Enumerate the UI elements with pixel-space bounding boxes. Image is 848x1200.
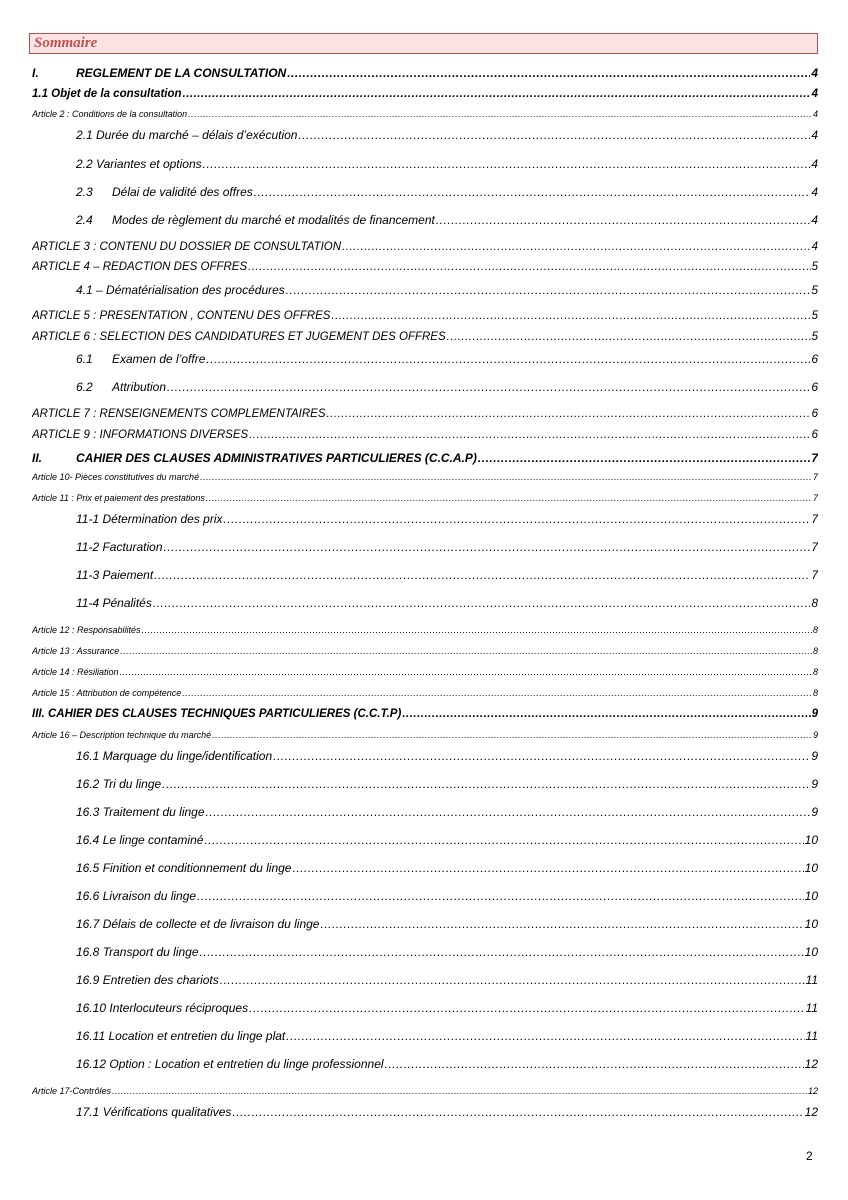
dot-leader [220, 973, 805, 987]
toc-entry[interactable] [0, 805, 848, 821]
dot-leader [200, 472, 812, 482]
dot-leader [120, 646, 812, 656]
dot-leader [182, 688, 812, 698]
dot-leader [286, 1029, 804, 1043]
toc-entry-page: 8 [812, 646, 818, 656]
toc-entry[interactable] [0, 429, 848, 445]
toc-entry-page: 7 [811, 568, 818, 582]
dot-leader [342, 241, 811, 253]
toc-entry-page: 6 [811, 352, 818, 366]
toc-entry-title: Article 14 : Résiliation [32, 667, 119, 677]
dot-leader [248, 261, 810, 273]
toc-entry-page: 10 [804, 917, 818, 931]
toc-entry-page: 7 [811, 451, 818, 465]
toc-entry[interactable] [0, 66, 848, 82]
toc-entry[interactable] [0, 493, 848, 509]
toc-entry[interactable] [0, 512, 848, 528]
dot-leader [154, 568, 810, 582]
page-number: 2 [806, 1149, 813, 1163]
toc-entry-page: 12 [804, 1105, 818, 1119]
dot-leader [206, 493, 812, 503]
toc-entry-title: 2.2 Variantes et options [76, 157, 202, 171]
toc-entry-page: 11 [805, 973, 818, 987]
toc-entry-page: 9 [812, 730, 818, 740]
dot-leader [212, 730, 812, 740]
toc-entry-title: Délai de validité des offres [112, 185, 253, 199]
toc-entry-title: Article 13 : Assurance [32, 646, 120, 656]
dot-leader [273, 749, 810, 763]
toc-entry[interactable] [0, 128, 848, 144]
toc-entry-title: 16.2 Tri du linge [76, 777, 162, 791]
toc-entry-page: 12 [807, 1086, 818, 1096]
toc-entry-page: 5 [811, 261, 818, 273]
toc-entry-title: Article 10- Pièces constitutives du marché [32, 472, 200, 482]
toc-entry[interactable] [0, 945, 848, 961]
toc-entry-title: 11-3 Paiement [76, 568, 154, 582]
toc-entry[interactable] [0, 861, 848, 877]
toc-entry-page: 10 [804, 889, 818, 903]
toc-entry[interactable] [0, 540, 848, 556]
toc-entry[interactable] [0, 1001, 848, 1017]
dot-leader [249, 429, 810, 441]
toc-entry-title: III. CAHIER DES CLAUSES TECHNIQUES PARTICULIERES (C.C.T.P) [32, 708, 402, 720]
toc-entry[interactable] [0, 973, 848, 989]
toc-entry-title: REGLEMENT DE LA CONSULTATION [76, 66, 287, 80]
dot-leader [120, 667, 812, 677]
toc-entry-page: 9 [811, 777, 818, 791]
toc-entry-title: 16.11 Location et entretien du linge plat [76, 1029, 286, 1043]
toc-entry-title: 1.1 Objet de la consultation [32, 88, 182, 100]
dot-leader [286, 283, 811, 297]
toc-entry-title: 16.4 Le linge contaminé [76, 833, 204, 847]
toc-entry-title: Article 16 – Description technique du marché [32, 730, 212, 740]
dot-leader [436, 213, 810, 227]
toc-entry-page: 4 [811, 241, 818, 253]
dot-leader [204, 833, 803, 847]
toc-entry-page: 10 [804, 833, 818, 847]
dot-leader [478, 451, 810, 465]
toc-entry-title: Attribution [112, 380, 167, 394]
toc-entry-title: 16.8 Transport du linge [76, 945, 199, 959]
toc-entry-page: 4 [811, 213, 818, 227]
dot-leader [200, 945, 804, 959]
dot-leader [206, 805, 811, 819]
toc-entry-title: 17.1 Vérifications qualitatives [76, 1105, 232, 1119]
toc-entry[interactable] [0, 1029, 848, 1045]
toc-entry-title: Article 12 : Responsabilités [32, 625, 141, 635]
toc-entry-page: 7 [811, 512, 818, 526]
toc-entry-page: 7 [812, 493, 818, 503]
toc-entry-page: 12 [804, 1057, 818, 1071]
toc-entry[interactable] [0, 213, 848, 229]
toc-entry-page: 4 [811, 157, 818, 171]
toc-entry-title: 16.5 Finition et conditionnement du linge [76, 861, 292, 875]
toc-entry[interactable] [0, 157, 848, 173]
dot-leader [112, 1086, 807, 1096]
dot-leader [206, 352, 810, 366]
toc-entry[interactable] [0, 352, 848, 368]
toc-entry[interactable] [0, 596, 848, 612]
toc-entry[interactable] [0, 408, 848, 424]
toc-entry[interactable] [0, 451, 848, 467]
toc-entry-page: 8 [812, 667, 818, 677]
toc-entry[interactable] [0, 777, 848, 793]
toc-entry-title: 2.1 Durée du marché – délais d’exécution [76, 128, 298, 142]
toc-entry[interactable] [0, 241, 848, 257]
toc-entry-title: 16.12 Option : Location et entretien du linge professionnel [76, 1057, 384, 1071]
dot-leader [183, 88, 811, 100]
dot-leader [167, 380, 810, 394]
dot-leader [153, 596, 810, 610]
toc-entry[interactable] [0, 667, 848, 683]
toc-entry-title: 16.6 Livraison du linge [76, 889, 197, 903]
toc-entry-page: 4 [811, 88, 818, 100]
toc-entry[interactable] [0, 833, 848, 849]
toc-entry-title: 11-2 Facturation [76, 540, 163, 554]
toc-entry[interactable] [0, 688, 848, 704]
toc-entry-title: ARTICLE 6 : SELECTION DES CANDIDATURES ET JUGEMENT DES OFFRES [32, 331, 446, 343]
dot-leader [254, 185, 811, 199]
dot-leader [292, 861, 803, 875]
toc-entry-page: 8 [812, 625, 818, 635]
toc-entry-number: 6.2 [76, 380, 93, 394]
toc-entry-title: CAHIER DES CLAUSES ADMINISTRATIVES PARTICULIERES (C.C.A.P) [76, 451, 477, 465]
toc-entry-page: 4 [811, 66, 818, 80]
toc-entry[interactable] [0, 917, 848, 933]
toc-entry-title: Examen de l’offre [112, 352, 206, 366]
toc-entry-page: 8 [811, 596, 818, 610]
toc-entry-number: 6.1 [76, 352, 93, 366]
dot-leader [142, 625, 812, 635]
toc-entry-title: Article 11 : Prix et paiement des prestations [32, 493, 205, 503]
toc-entry-page: 6 [811, 380, 818, 394]
toc-entry-title: 16.10 Interlocuteurs réciproques [76, 1001, 249, 1015]
toc-entry-page: 11 [805, 1029, 818, 1043]
toc-title-box [29, 33, 818, 54]
toc-entry-number: I. [32, 66, 39, 80]
dot-leader [164, 540, 811, 554]
dot-leader [385, 1057, 804, 1071]
toc-entry-title: ARTICLE 3 : CONTENU DU DOSSIER DE CONSULTATION [32, 241, 342, 253]
toc-entry[interactable] [0, 708, 848, 724]
dot-leader [287, 66, 810, 80]
toc-entry-page: 5 [811, 331, 818, 343]
toc-entry-page: 9 [811, 708, 818, 720]
toc-entry[interactable] [0, 88, 848, 104]
toc-entry-title: Article 15 : Attribution de compétence [32, 688, 182, 698]
dot-leader [232, 1105, 803, 1119]
dot-leader [203, 157, 811, 171]
toc-entry[interactable] [0, 109, 848, 125]
dot-leader [197, 889, 804, 903]
toc-entry-title: 4.1 – Dématérialisation des procédures [76, 283, 285, 297]
toc-entry-number: 2.4 [76, 213, 93, 227]
toc-entry[interactable] [0, 1057, 848, 1073]
toc-entry[interactable] [0, 646, 848, 662]
toc-entry-title: Article 2 : Conditions de la consultation [32, 109, 188, 119]
toc-entry[interactable] [0, 1086, 848, 1102]
toc-entry-page: 5 [811, 283, 818, 297]
toc-entry[interactable] [0, 749, 848, 765]
dot-leader [224, 512, 811, 526]
toc-entry-title: 16.1 Marquage du linge/identification [76, 749, 273, 763]
toc-entry-title: 16.3 Traitement du linge [76, 805, 205, 819]
toc-entry-title: ARTICLE 7 : RENSEIGNEMENTS COMPLEMENTAIRES [32, 408, 326, 420]
toc-entry-page: 10 [804, 945, 818, 959]
dot-leader [331, 310, 810, 322]
toc-entry[interactable] [0, 889, 848, 905]
toc-entry[interactable] [0, 730, 848, 746]
toc-entry[interactable] [0, 1105, 848, 1121]
toc-entry-title: ARTICLE 4 – REDACTION DES OFFRES [32, 261, 248, 273]
toc-entry-title: ARTICLE 5 : PRESENTATION , CONTENU DES OFFRES [32, 310, 331, 322]
toc-entry-page: 7 [811, 540, 818, 554]
toc-entry-title: 11-4 Pénalités [76, 596, 152, 610]
toc-entry-page: 8 [812, 688, 818, 698]
dot-leader [249, 1001, 804, 1015]
toc-entry-page: 6 [811, 429, 818, 441]
dot-leader [188, 109, 812, 119]
dot-leader [327, 408, 811, 420]
toc-entry-title: 16.7 Délais de collecte et de livraison du linge [76, 917, 320, 931]
toc-entry[interactable] [0, 625, 848, 641]
toc-entry-page: 5 [811, 310, 818, 322]
dot-leader [298, 128, 810, 142]
toc-entry-page: 4 [811, 185, 818, 199]
toc-entry[interactable] [0, 261, 848, 277]
toc-entry[interactable] [0, 185, 848, 201]
toc-entry[interactable] [0, 380, 848, 396]
toc-entry-page: 6 [811, 408, 818, 420]
toc-entry-title: 11-1 Détermination des prix [76, 512, 223, 526]
toc-entry-page: 4 [812, 109, 818, 119]
dot-leader [162, 777, 810, 791]
dot-leader [447, 331, 811, 343]
toc-entry-page: 10 [804, 861, 818, 875]
toc-entry-page: 9 [811, 749, 818, 763]
dot-leader [402, 708, 810, 720]
toc-entry-title: 16.9 Entretien des chariots [76, 973, 219, 987]
toc-entry-title: Article 17-Contrôles [32, 1086, 112, 1096]
toc-entry-title: Modes de règlement du marché et modalités de financement [112, 213, 435, 227]
toc-entry[interactable] [0, 568, 848, 584]
toc-entry[interactable] [0, 472, 848, 488]
toc-entry-title: ARTICLE 9 : INFORMATIONS DIVERSES [32, 429, 249, 441]
toc-entry-page: 4 [811, 128, 818, 142]
dot-leader [320, 917, 803, 931]
toc-entry-page: 9 [811, 805, 818, 819]
toc-entry[interactable] [0, 331, 848, 347]
toc-entry-page: 7 [812, 472, 818, 482]
toc-entry-number: II. [32, 451, 43, 465]
toc-entry[interactable] [0, 283, 848, 299]
toc-entry[interactable] [0, 310, 848, 326]
page-title: Sommaire [34, 35, 98, 51]
toc-entry-page: 11 [805, 1001, 818, 1015]
toc-entry-number: 2.3 [76, 185, 93, 199]
